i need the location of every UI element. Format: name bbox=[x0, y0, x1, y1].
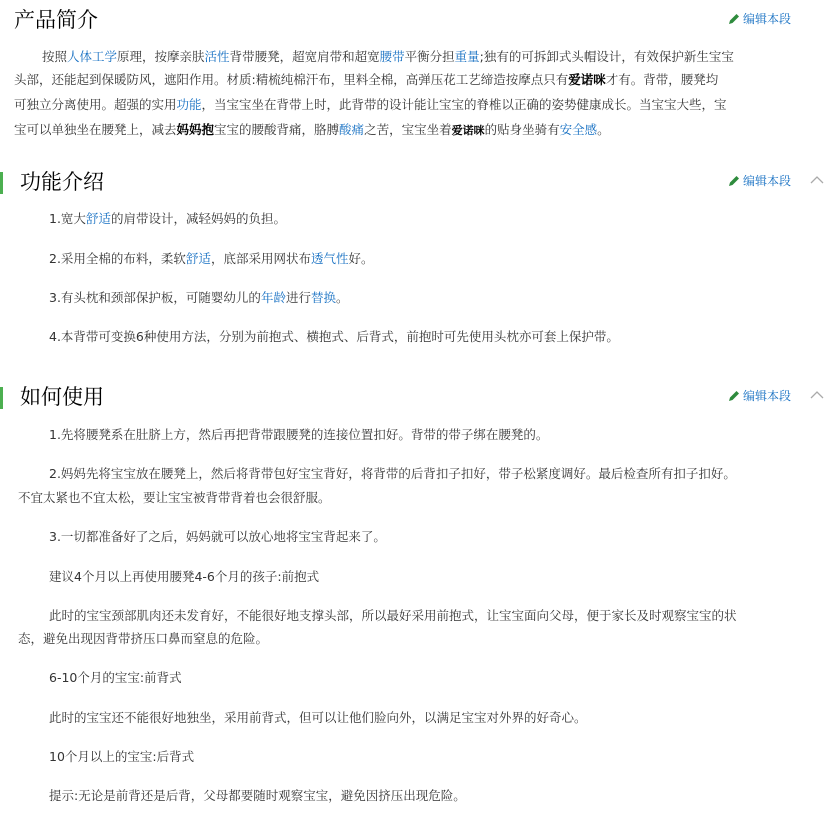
inline-link[interactable]: 安全感 bbox=[559, 122, 598, 137]
inline-link[interactable]: 功能 bbox=[176, 97, 202, 112]
edit-section-button[interactable] bbox=[728, 387, 791, 405]
text-run: 按照 bbox=[42, 49, 68, 64]
pencil-icon bbox=[728, 13, 740, 25]
inline-link[interactable]: 重量 bbox=[454, 49, 480, 64]
emphasis-text: 妈妈抱 bbox=[176, 122, 215, 137]
text-run: 之苦，宝宝坐着 bbox=[364, 122, 452, 137]
usage-paragraph: 此时的宝宝还不能很好地独坐，采用前背式，但可以让他们脸向外，以满足宝宝对外界的好奇心。 bbox=[49, 710, 587, 725]
section-bar bbox=[0, 387, 3, 409]
usage-paragraph: 3.一切都准备好了之后，妈妈就可以放心地将宝宝背起来了。 bbox=[49, 529, 386, 544]
section-title-intro: 产品简介 bbox=[14, 8, 98, 32]
text-run: 进行 bbox=[285, 290, 311, 305]
inline-link[interactable]: 舒适 bbox=[85, 211, 111, 226]
inline-link[interactable]: 活性 bbox=[204, 49, 230, 64]
intro-line bbox=[14, 119, 610, 142]
text-run: 才有。背带，腰凳均 bbox=[605, 72, 719, 87]
emphasis-text: 爱诺咪 bbox=[568, 72, 606, 87]
usage-paragraph: 10个月以上的宝宝:后背式 bbox=[49, 749, 195, 764]
text-run: 。 bbox=[335, 290, 349, 305]
section-title-features: 功能介绍 bbox=[20, 170, 104, 194]
pencil-icon bbox=[728, 390, 740, 402]
inline-link[interactable]: 腰带 bbox=[379, 49, 405, 64]
text-run: 2.采用全棉的布料，柔软 bbox=[49, 251, 186, 266]
text-run: 4.本背带可变换6种使用方法，分别为前抱式、横抱式、后背式，前抱时可先使用头枕亦可套上保护带。 bbox=[49, 329, 619, 344]
edit-section-button[interactable] bbox=[728, 10, 791, 28]
text-run: 宝可以单独坐在腰凳上，减去 bbox=[14, 122, 177, 137]
text-run: 。 bbox=[597, 122, 610, 137]
section-bar bbox=[0, 172, 3, 194]
feature-item bbox=[49, 287, 349, 309]
usage-paragraph: 建议4个月以上再使用腰凳4-6个月的孩子:前抱式 bbox=[49, 569, 320, 584]
chevron-up-icon[interactable] bbox=[809, 389, 825, 401]
text-run: 平衡分担 bbox=[404, 49, 455, 64]
text-run: ，当宝宝坐在背带上时，此背带的设计能让宝宝的脊椎以正确的姿势健康成长。当宝宝大些，宝 bbox=[201, 97, 727, 112]
text-run: 背带腰凳，超宽肩带和超宽 bbox=[229, 49, 380, 64]
usage-paragraph: 不宜太紧也不宜太松，要让宝宝被背带背着也会很舒服。 bbox=[18, 490, 331, 505]
edit-section-button[interactable] bbox=[728, 172, 791, 190]
text-run: ;独有的可拆卸式头帽设计，有效保护新生宝宝 bbox=[479, 49, 734, 64]
usage-paragraph: 提示:无论是前背还是后背，父母都要随时观察宝宝，避免因挤压出现危险。 bbox=[49, 788, 466, 803]
inline-link[interactable]: 舒适 bbox=[185, 251, 211, 266]
section-header bbox=[0, 379, 839, 415]
emphasis-text: 爱诺咪 bbox=[451, 124, 485, 137]
section-intro bbox=[0, 2, 839, 137]
inline-link[interactable]: 酸痛 bbox=[339, 122, 365, 137]
inline-link[interactable]: 人体工学 bbox=[67, 49, 118, 64]
text-run: 可独立分离使用。超强的实用 bbox=[14, 97, 177, 112]
usage-paragraph: 此时的宝宝颈部肌肉还未发育好，不能很好地支撑头部，所以最好采用前抱式，让宝宝面向父母，便于家长及时观察宝宝的状 bbox=[49, 608, 737, 623]
section-header bbox=[0, 164, 839, 200]
section-features bbox=[0, 164, 839, 344]
intro-line bbox=[14, 69, 718, 91]
inline-link[interactable]: 年龄 bbox=[260, 290, 286, 305]
text-run: 3.有头枕和颈部保护板，可随婴幼儿的 bbox=[49, 290, 261, 305]
edit-label: 编辑本段 bbox=[742, 12, 791, 26]
usage-paragraph: 2.妈妈先将宝宝放在腰凳上，然后将背带包好宝宝背好，将背带的后背扣子扣好，带子松紧度调好。最后检查所有扣子扣好。 bbox=[49, 466, 736, 481]
inline-link[interactable]: 替换 bbox=[310, 290, 336, 305]
text-run: 宝宝的腰酸背痛，胳膊 bbox=[214, 122, 340, 137]
edit-label: 编辑本段 bbox=[742, 174, 791, 188]
section-title-usage: 如何使用 bbox=[20, 385, 104, 409]
text-run: 原理，按摩亲肤 bbox=[117, 49, 205, 64]
text-run: 的肩带设计，减轻妈妈的负担。 bbox=[110, 211, 286, 226]
chevron-up-icon[interactable] bbox=[809, 174, 825, 186]
feature-item bbox=[49, 248, 374, 270]
text-run: 1.宽大 bbox=[49, 211, 86, 226]
intro-line bbox=[42, 46, 734, 68]
text-run: ，底部采用网状布 bbox=[210, 251, 311, 266]
feature-item bbox=[49, 326, 619, 348]
section-header bbox=[0, 2, 839, 38]
feature-item bbox=[49, 208, 286, 230]
usage-paragraph: 6-10个月的宝宝:前背式 bbox=[49, 670, 182, 685]
text-run: 头部，还能起到保暖防风，遮阳作用。材质:精梳纯棉汗布，里料全棉，高弹压花工艺缔造按摩点只有 bbox=[14, 72, 569, 87]
section-usage bbox=[0, 379, 839, 803]
pencil-icon bbox=[728, 175, 740, 187]
usage-paragraph: 1.先将腰凳系在肚脐上方，然后再把背带跟腰凳的连接位置扣好。背带的带子绑在腰凳的。 bbox=[49, 427, 549, 442]
usage-paragraph: 态，避免出现因背带挤压口鼻而窒息的危险。 bbox=[18, 631, 269, 646]
intro-line bbox=[14, 94, 727, 116]
inline-link[interactable]: 透气性 bbox=[310, 251, 349, 266]
text-run: 好。 bbox=[348, 251, 374, 266]
edit-label: 编辑本段 bbox=[742, 389, 791, 403]
text-run: 的贴身坐骑有 bbox=[484, 122, 560, 137]
